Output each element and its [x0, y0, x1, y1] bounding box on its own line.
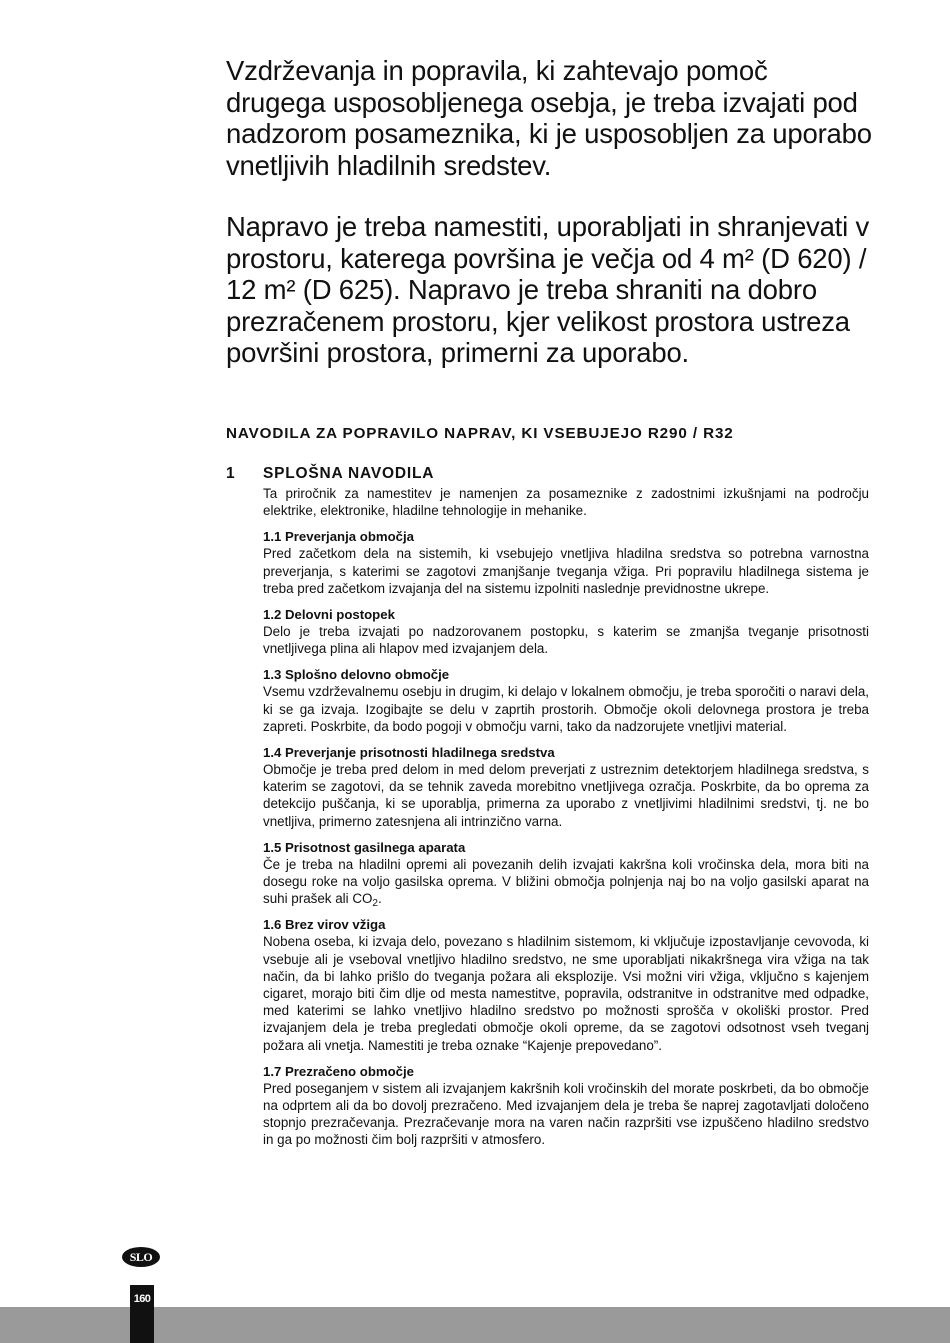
- subsection-text: Območje je treba pred delom in med delom preverjati z ustreznim detektorjem hladilnega sredstva, s katerim se zagotovi, da se tehnik zaveda morebitno vnetljivega ozračja. Poskrbite, da bo oprema za detekcijo puščanja, ki se uporablja, primerna za uporabo z vnetljivimi hladilnimi sredstvi, tj. ne bo vnetljiva, primerno zatesnjena ali intrinzično varna.: [263, 762, 869, 829]
- co2-subscript: 2: [372, 898, 378, 910]
- subsection-1-3: [263, 666, 869, 735]
- subsection-title: 1.6 Brez virov vžiga: [263, 917, 386, 933]
- subsection-title: 1.7 Prezračeno območje: [263, 1063, 414, 1079]
- section-body: [263, 485, 869, 1158]
- subsection-1-7: [263, 1063, 869, 1149]
- subsection-title: 1.2 Delovni postopek: [263, 607, 395, 623]
- intro-text: [226, 55, 872, 399]
- subsection-text: Pred poseganjem v sistem ali izvajanjem kakršnih koli vročinskih del morate poskrbeti, da bo območje na odprtem ali da bo dovolj prezračeno. Med izvajanjem dela je treba še naprej zagotavljati določeno stopnjo prezračevanja. Prezračevanje mora na varen način razpršiti vse izpuščeno hladilno sredstvo in ga po možnosti čim bolj razpršiti v atmosfero.: [263, 1080, 869, 1148]
- subsection-text: Vsemu vzdrževalnemu osebju in drugim, ki delajo v lokalnem območju, je treba sporočiti o naravi dela, ki se ga izvaja. Izogibajte se delu v zaprtih prostorih. Območje okoli delovnega prostora je treba zapreti. Poskrbite, da bodo pogoji v območju varni, tako da nadzorujete vnetljivi material.: [263, 684, 869, 734]
- subsection-title: 1.1 Preverjanja območja: [263, 529, 414, 545]
- subsection-text-end: .: [378, 891, 382, 907]
- subsection-1-6: [263, 916, 869, 1053]
- subsection-1-4: [263, 744, 869, 830]
- subsection-1-1: [263, 528, 869, 597]
- intro-paragraph-1: Vzdrževanja in popravila, ki zahtevajo pomoč drugega usposobljenega osebja, je treba izvajati pod nadzorom posameznika, ki je usposobljen za uporabo vnetljivih hladilnih sredstev.: [226, 55, 872, 181]
- intro-paragraph-2: Napravo je treba namestiti, uporabljati in shranjevati v prostoru, katerega površina je večja od 4 m² (D 620) / 12 m² (D 625). Napravo je treba shraniti na dobro prezračenem prostoru, kjer velikost prostora ustreza površini prostora, primerni za uporabo.: [226, 211, 870, 368]
- page-number: 160: [133, 1293, 151, 1305]
- subsection-text-main: Če je treba na hladilni opremi ali povezanih delih izvajati kakršna koli vročinska dela, mora biti na dosegu roke na voljo gasilska oprema. V bližini območja polnjenja naj bo na voljo gasilski aparat na suhi prašek ali CO: [263, 856, 869, 907]
- subsection-text: Pred začetkom dela na sistemih, ki vsebujejo vnetljiva hladilna sredstva so potrebna varnostna preverjanja, s katerimi se zagotovi zmanjšanje tveganja vžiga. Pri popravilu hladilnega sistema je treba pred začetkom izvajanja del na sistemu izpolniti naslednje previdnostne ukrepe.: [263, 546, 869, 596]
- section-title: [226, 465, 872, 483]
- subsection-text: Delo je treba izvajati po nadzorovanem postopku, s katerim se zmanjša tveganje prisotnosti vnetljivega plina ali hlapov med izvajanjem dela.: [263, 624, 869, 657]
- section-title-text: SPLOŠNA NAVODILA: [263, 465, 435, 482]
- section-number: 1: [226, 465, 236, 482]
- subsection-title: 1.4 Preverjanje prisotnosti hladilnega sredstva: [263, 745, 555, 761]
- subsection-1-2: [263, 606, 869, 657]
- subsection-text: [263, 856, 869, 908]
- subsection-1-5: [263, 839, 869, 908]
- subsection-text: Nobena oseba, ki izvaja delo, povezano s hladilnim sistemom, ki vključuje izpostavljanje cevovoda, ki vsebuje ali je vseboval vnetljivo hladilno sredstvo, ne sme uporabljati nikakršnega vira vžiga na tak način, da bi lahko prišlo do tveganja požara ali eksplozije. Vsi možni viri vžiga, vključno s kajenjem cigaret, morajo biti čim dlje od mesta namestitve, popravila, odstranitve in odstranitve med odpadke, med katerimi se lahko vnetljivo hladilno sredstvo po možnosti sprošča v okoliški prostor. Pred izvajanjem dela je treba pregledati območje okoli opreme, da se zagotovi odsotnost vseh tveganj požara ali vnetja. Namestiti je treba oznake “Kajenje prepovedano”.: [263, 934, 869, 1053]
- language-badge: SLO: [122, 1247, 160, 1267]
- repair-instructions-heading: NAVODILA ZA POPRAVILO NAPRAV, KI VSEBUJEJO R290 / R32: [226, 425, 734, 442]
- subsection-title: 1.5 Prisotnost gasilnega aparata: [263, 839, 466, 855]
- section-intro: Ta priročnik za namestitev je namenjen za posameznike z zadostnimi izkušnjami na področju elektrike, elektronike, hladilne tehnologije in mehanike.: [263, 486, 869, 519]
- subsection-title: 1.3 Splošno delovno območje: [263, 667, 450, 683]
